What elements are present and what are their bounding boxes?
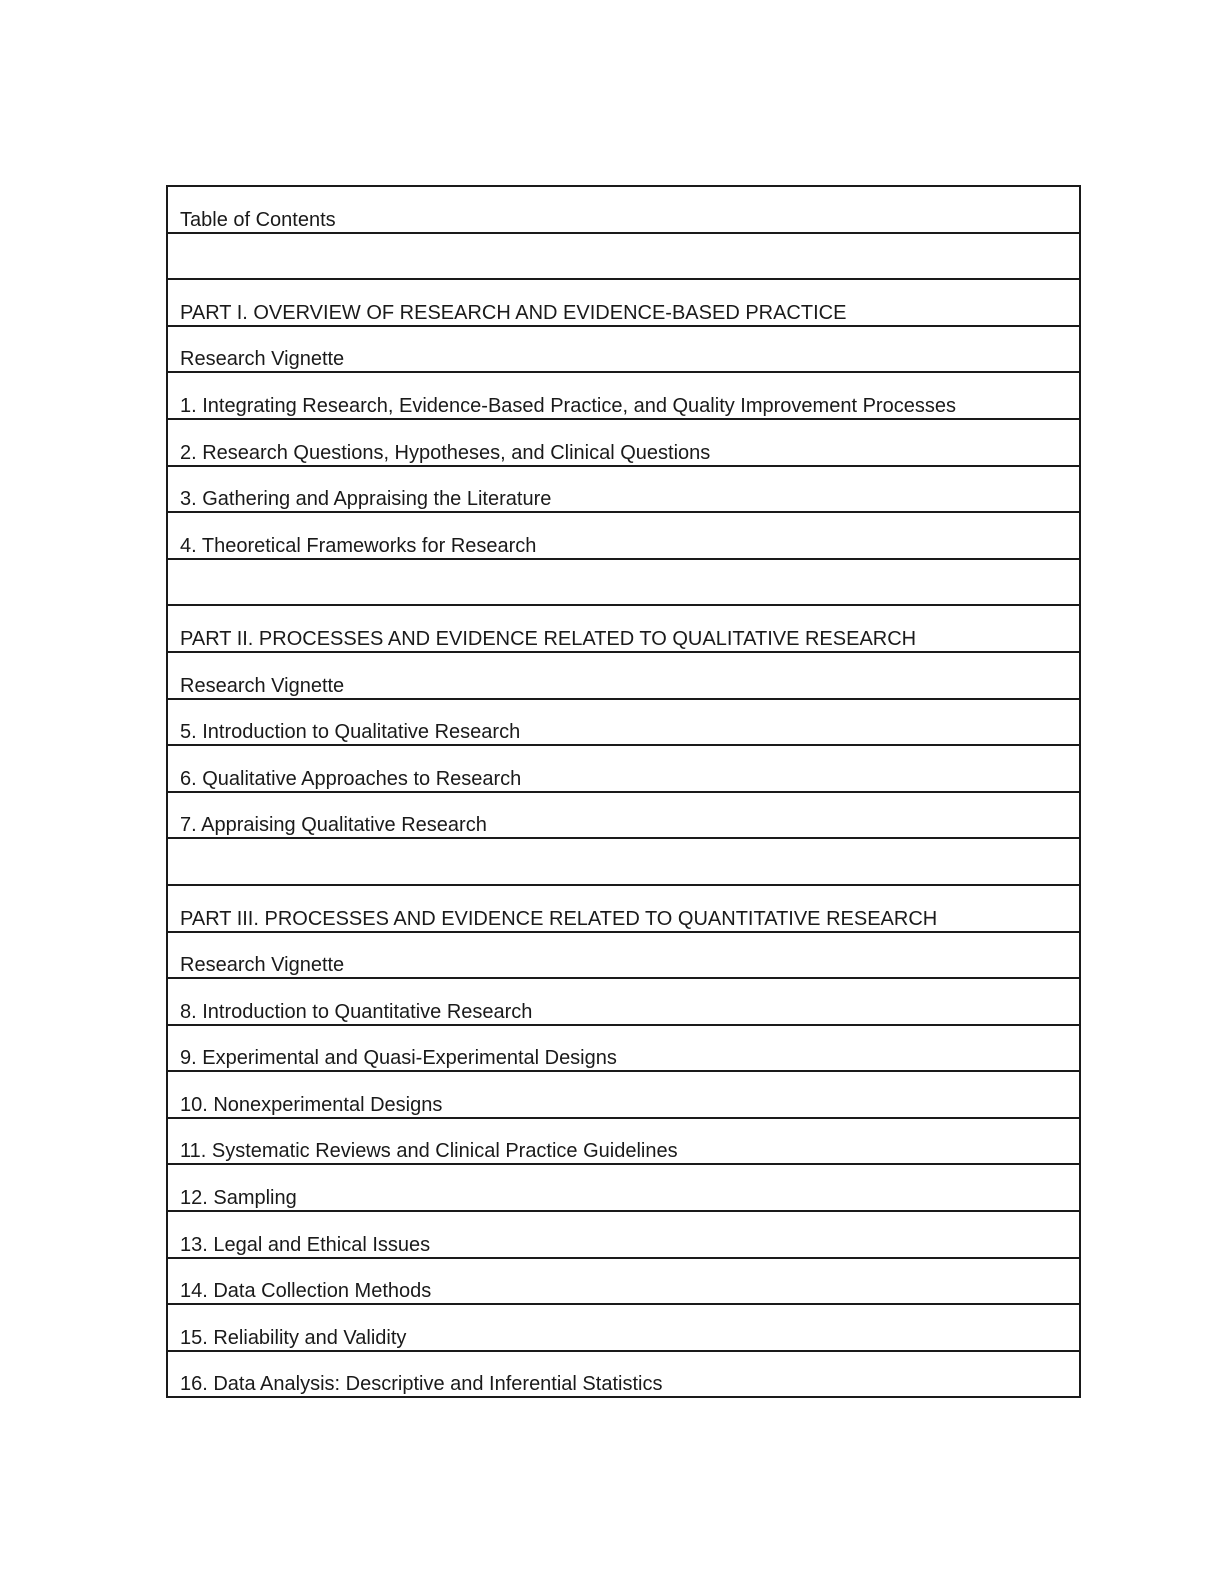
toc-row <box>167 559 1080 606</box>
toc-cell <box>167 699 1080 746</box>
toc-cell <box>167 1025 1080 1072</box>
toc-entry: Research Vignette <box>180 954 345 977</box>
toc-entry: 9. Experimental and Quasi-Experimental Designs <box>180 1047 617 1070</box>
toc-cell <box>167 1304 1080 1351</box>
toc-entry: 4. Theoretical Frameworks for Research <box>180 534 537 557</box>
toc-entry: 5. Introduction to Qualitative Research <box>180 721 521 744</box>
toc-row <box>167 186 1080 233</box>
toc-entry: 7. Appraising Qualitative Research <box>180 814 487 837</box>
toc-cell <box>167 1258 1080 1305</box>
toc-entry: 14. Data Collection Methods <box>180 1280 432 1303</box>
toc-row <box>167 1351 1080 1398</box>
toc-cell <box>167 512 1080 559</box>
toc-cell <box>167 372 1080 419</box>
toc-title: Table of Contents <box>180 208 336 231</box>
toc-cell <box>167 186 1080 233</box>
toc-row <box>167 233 1080 280</box>
toc-cell <box>167 652 1080 699</box>
toc-cell <box>167 419 1080 466</box>
toc-cell <box>167 1211 1080 1258</box>
toc-cell <box>167 279 1080 326</box>
toc-entry: 10. Nonexperimental Designs <box>180 1093 443 1116</box>
toc-row <box>167 466 1080 513</box>
toc-cell <box>167 326 1080 373</box>
toc-entry: 16. Data Analysis: Descriptive and Inferential Statistics <box>180 1373 663 1396</box>
toc-cell <box>167 838 1080 885</box>
part-heading: PART I. OVERVIEW OF RESEARCH AND EVIDENCE-BASED PRACTICE <box>180 301 847 324</box>
toc-entry: 3. Gathering and Appraising the Literature <box>180 488 552 511</box>
toc-row <box>167 1118 1080 1165</box>
toc-row <box>167 512 1080 559</box>
toc-cell <box>167 466 1080 513</box>
toc-row <box>167 838 1080 885</box>
toc-entry: 1. Integrating Research, Evidence-Based Practice, and Quality Improvement Processes <box>180 394 956 417</box>
toc-row <box>167 1211 1080 1258</box>
toc-row <box>167 1025 1080 1072</box>
toc-entry: 11. Systematic Reviews and Clinical Practice Guidelines <box>180 1140 678 1163</box>
toc-cell <box>167 559 1080 606</box>
toc-row <box>167 792 1080 839</box>
toc-row <box>167 1304 1080 1351</box>
toc-row <box>167 326 1080 373</box>
toc-cell <box>167 1351 1080 1398</box>
toc-entry: 6. Qualitative Approaches to Research <box>180 767 522 790</box>
toc-cell <box>167 792 1080 839</box>
toc-entry: Research Vignette <box>180 674 345 697</box>
toc-row <box>167 1164 1080 1211</box>
toc-row <box>167 745 1080 792</box>
toc-row <box>167 652 1080 699</box>
toc-cell <box>167 885 1080 932</box>
toc-entry: 2. Research Questions, Hypotheses, and Clinical Questions <box>180 441 711 464</box>
toc-row <box>167 372 1080 419</box>
toc-body <box>167 186 1080 1397</box>
table-of-contents <box>166 185 1081 1398</box>
toc-cell <box>167 932 1080 979</box>
part-heading: PART II. PROCESSES AND EVIDENCE RELATED TO QUALITATIVE RESEARCH <box>180 627 917 650</box>
toc-entry: Research Vignette <box>180 348 345 371</box>
toc-cell <box>167 605 1080 652</box>
toc-row <box>167 419 1080 466</box>
toc-cell <box>167 233 1080 280</box>
toc-cell <box>167 1071 1080 1118</box>
toc-row <box>167 885 1080 932</box>
toc-cell <box>167 978 1080 1025</box>
toc-row <box>167 1071 1080 1118</box>
toc-row <box>167 1258 1080 1305</box>
toc-row <box>167 699 1080 746</box>
toc-row <box>167 279 1080 326</box>
toc-row <box>167 932 1080 979</box>
toc-row <box>167 978 1080 1025</box>
toc-row <box>167 605 1080 652</box>
part-heading: PART III. PROCESSES AND EVIDENCE RELATED TO QUANTITATIVE RESEARCH <box>180 907 938 930</box>
toc-cell <box>167 1164 1080 1211</box>
toc-entry: 8. Introduction to Quantitative Research <box>180 1000 533 1023</box>
toc-entry: 15. Reliability and Validity <box>180 1326 407 1349</box>
toc-cell <box>167 1118 1080 1165</box>
toc-cell <box>167 745 1080 792</box>
toc-entry: 13. Legal and Ethical Issues <box>180 1233 431 1256</box>
toc-entry: 12. Sampling <box>180 1187 297 1210</box>
